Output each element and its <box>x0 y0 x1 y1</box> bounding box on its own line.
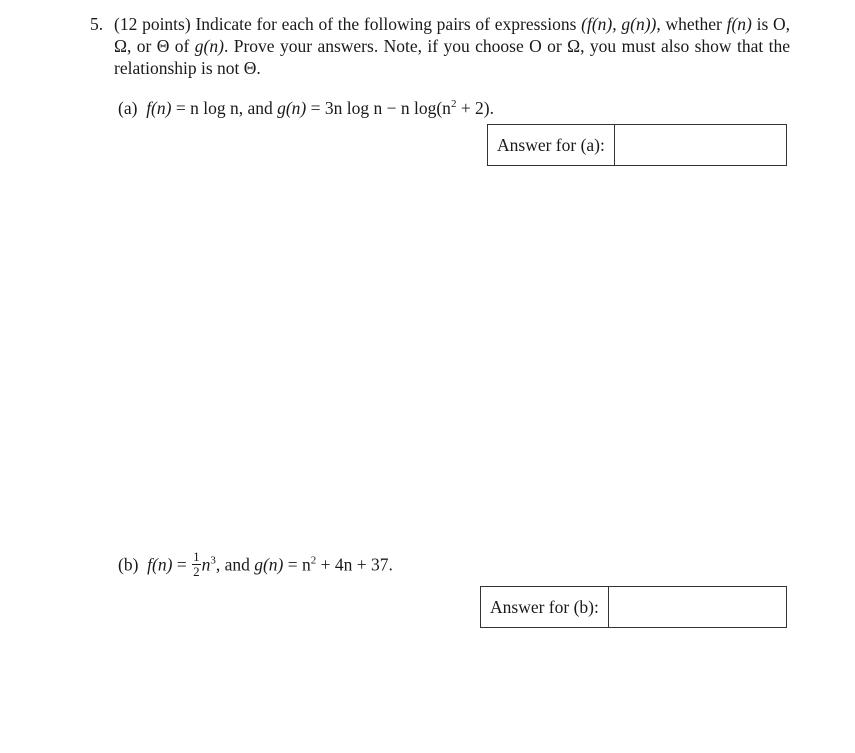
problem-text <box>114 13 790 79</box>
part-b-and: , and <box>215 554 255 575</box>
part-b-f-eq: = <box>172 554 192 575</box>
part-a-label: (a) <box>118 98 138 118</box>
problem-gn: g(n) <box>194 36 224 56</box>
part-a-g-lhs: g(n) <box>277 98 307 118</box>
problem-rest: . Prove your answers. Note, if you choose O or Ω, you must also show that the relationship is not Θ. <box>114 36 790 78</box>
part-b <box>118 549 393 581</box>
part-b-f-lhs: f(n) <box>147 554 173 575</box>
answer-box-a <box>487 124 787 166</box>
problem-fn: f(n) <box>726 14 752 34</box>
problem-mid: is O, Ω, or Θ of <box>114 14 791 56</box>
part-b-g-exp: 2 <box>310 554 317 567</box>
part-b-g-rhs-1: = n <box>283 554 311 575</box>
problem-statement <box>90 13 790 79</box>
answer-a-field[interactable] <box>615 125 786 165</box>
part-a-g-rhs-1: = 3n log n − n log(n <box>306 98 451 118</box>
part-a-and: , and <box>238 98 278 118</box>
part-b-fraction <box>192 550 201 579</box>
part-b-g-lhs: g(n) <box>254 554 284 575</box>
part-a-g-exp: 2 <box>450 98 457 110</box>
part-b-frac-den: 2 <box>193 564 200 579</box>
part-b-frac-num: 1 <box>193 549 200 564</box>
problem-intro: Indicate for each of the following pairs of expressions <box>195 14 577 34</box>
problem-points: (12 points) <box>114 14 191 34</box>
part-b-f-var: n <box>201 554 211 575</box>
part-a-g-rhs-2: + 2). <box>456 98 495 118</box>
problem-pair: (f(n), g(n)) <box>581 14 657 34</box>
answer-b-field[interactable] <box>609 587 786 627</box>
part-a <box>118 97 494 119</box>
part-a-f-lhs: f(n) <box>146 98 172 118</box>
problem-number: 5. <box>90 14 104 34</box>
answer-box-b <box>480 586 787 628</box>
part-b-f-exp: 3 <box>210 554 216 567</box>
answer-b-label: Answer for (b): <box>481 587 609 627</box>
answer-a-label: Answer for (a): <box>488 125 615 165</box>
part-b-label: (b) <box>118 554 139 575</box>
part-b-g-rhs-2: + 4n + 37. <box>316 554 393 575</box>
part-a-f-rhs: = n log n <box>171 98 239 118</box>
problem-whether: , whether <box>656 14 722 34</box>
